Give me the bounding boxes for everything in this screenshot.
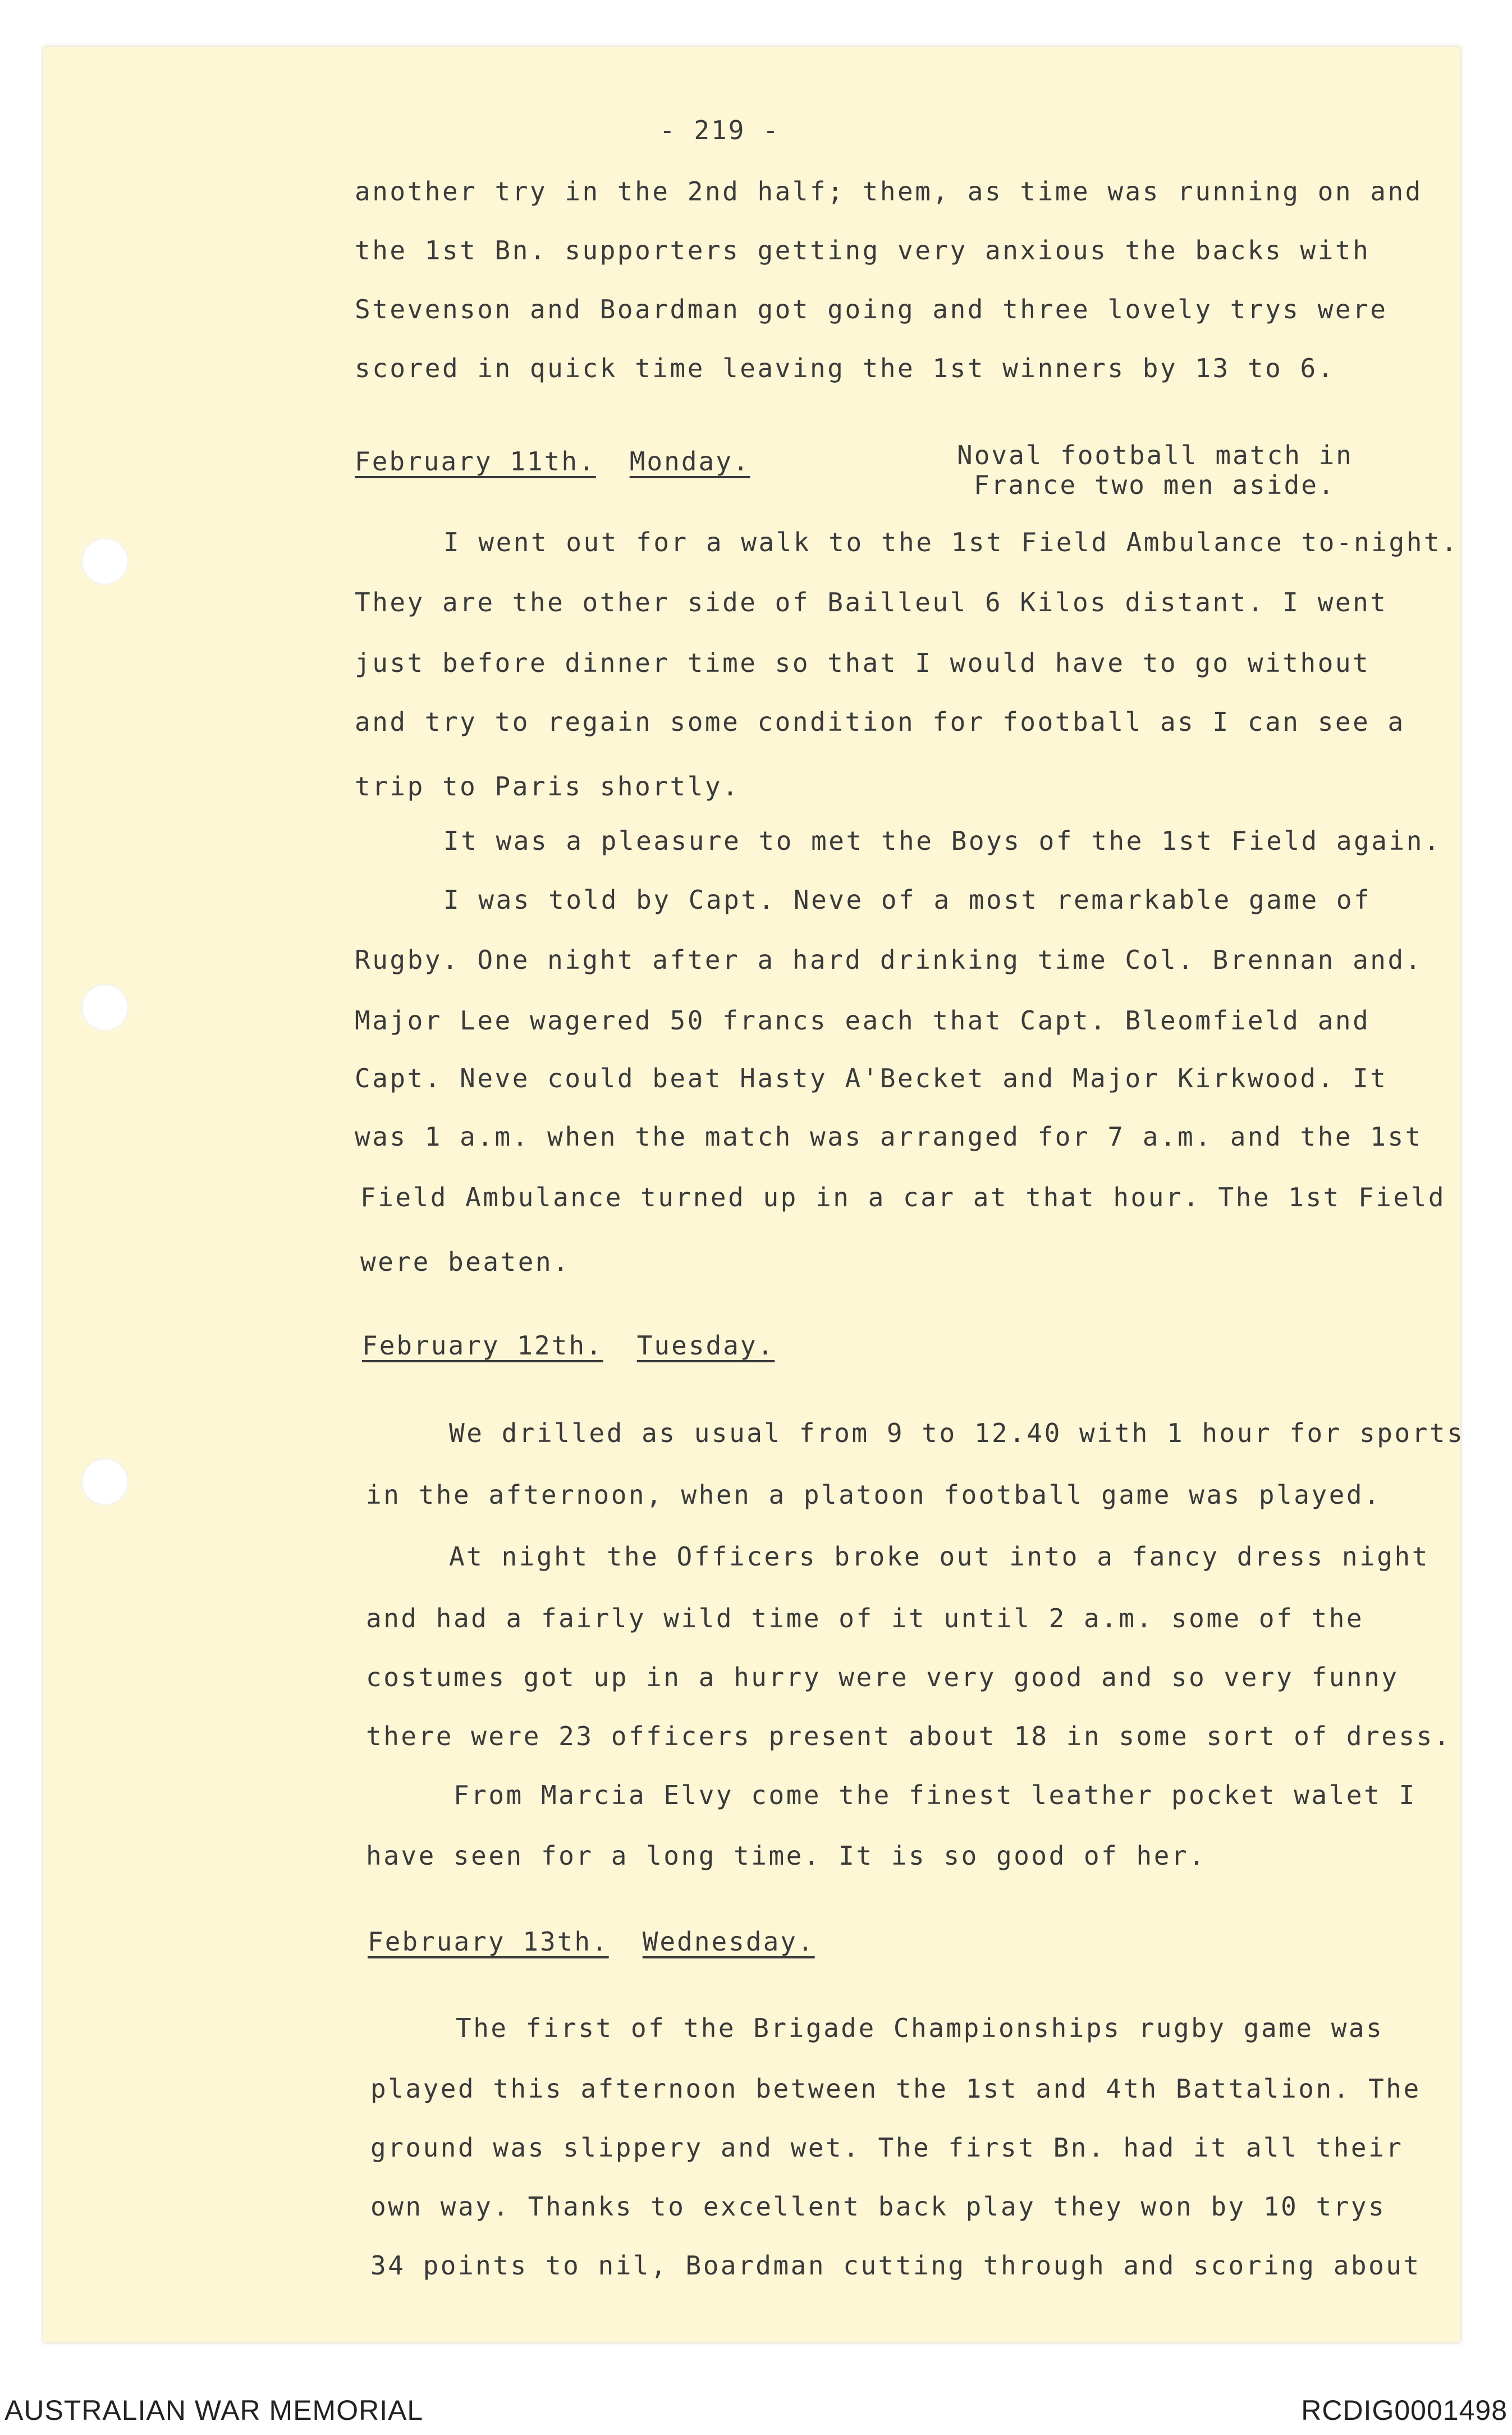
text-line: the 1st Bn. supporters getting very anxious the backs with [355,235,1371,266]
text-line: and had a fairly wild time of it until 2 a.m. some of the [366,1603,1364,1633]
text-line: trip to Paris shortly. [355,771,740,802]
text-line: They are the other side of Bailleul 6 Kilos distant. I went [355,587,1388,617]
text-line: Stevenson and Boardman got going and three lovely trys were [355,294,1388,324]
punch-hole-middle [81,984,129,1031]
entry-heading-feb12 [362,1330,775,1361]
text-line: 34 points to nil, Boardman cutting through and scoring about [370,2250,1421,2281]
punch-hole-bottom [81,1458,129,1505]
text-line: The first of the Brigade Championships rugby game was [456,2013,1384,2043]
text-line: We drilled as usual from 9 to 12.40 with 1 hour for sports [449,1418,1465,1448]
footer-institution: AUSTRALIAN WAR MEMORIAL [4,2395,424,2426]
text-line: just before dinner time so that I would have to go without [355,648,1371,678]
margin-note [957,441,1353,500]
punch-hole-top [81,538,129,585]
text-line: Capt. Neve could beat Hasty A'Becket and Major Kirkwood. It [355,1063,1388,1093]
text-line: was 1 a.m. when the match was arranged for 7 a.m. and the 1st [355,1122,1423,1152]
text-line: I was told by Capt. Neve of a most remarkable game of [443,885,1372,915]
footer-record-id: RCDIG0001498 [1301,2395,1508,2426]
text-line: another try in the 2nd half; them, as time was running on and [355,176,1423,207]
text-line: there were 23 officers present about 18 in some sort of dress. [366,1721,1452,1751]
text-line: Rugby. One night after a hard drinking time Col. Brennan and. [355,945,1423,975]
text-line: and try to regain some condition for football as I can see a [355,707,1405,737]
entry-day: Tuesday. [636,1330,775,1361]
text-line: I went out for a walk to the 1st Field Ambulance to-night. [443,527,1459,557]
text-line: It was a pleasure to met the Boys of the 1st Field again. [443,826,1442,856]
text-line: costumes got up in a hurry were very good and so very funny [366,1662,1399,1692]
entry-heading-feb11 [355,446,750,477]
text-line: played this afternoon between the 1st and 4th Battalion. The [370,2074,1421,2104]
entry-date: February 13th. [368,1926,609,1957]
text-line: Field Ambulance turned up in a car at that hour. The 1st Field [360,1182,1446,1212]
entry-date: February 12th. [362,1330,603,1361]
page-number: - 219 - [659,115,780,145]
text-line: own way. Thanks to excellent back play they won by 10 trys [370,2191,1386,2222]
entry-heading-feb13 [368,1926,815,1957]
text-line: were beaten. [360,1247,571,1277]
text-line: ground was slippery and wet. The first Bn. had it all their [370,2132,1404,2163]
entry-day: Wednesday. [642,1926,815,1957]
margin-note-line: Noval football match in [957,440,1353,470]
text-line: in the afternoon, when a platoon football game was played. [366,1480,1382,1510]
text-line: At night the Officers broke out into a fancy dress night [449,1541,1429,1572]
text-line: From Marcia Elvy come the finest leather pocket walet I [453,1780,1417,1810]
entry-day: Monday. [629,446,750,477]
text-line: Major Lee wagered 50 francs each that Capt. Bleomfield and [355,1005,1371,1036]
margin-note-line: France two men aside. [974,469,1336,500]
entry-date: February 11th. [355,446,596,477]
text-line: have seen for a long time. It is so good of her. [366,1841,1207,1871]
text-line: scored in quick time leaving the 1st winners by 13 to 6. [355,353,1335,383]
